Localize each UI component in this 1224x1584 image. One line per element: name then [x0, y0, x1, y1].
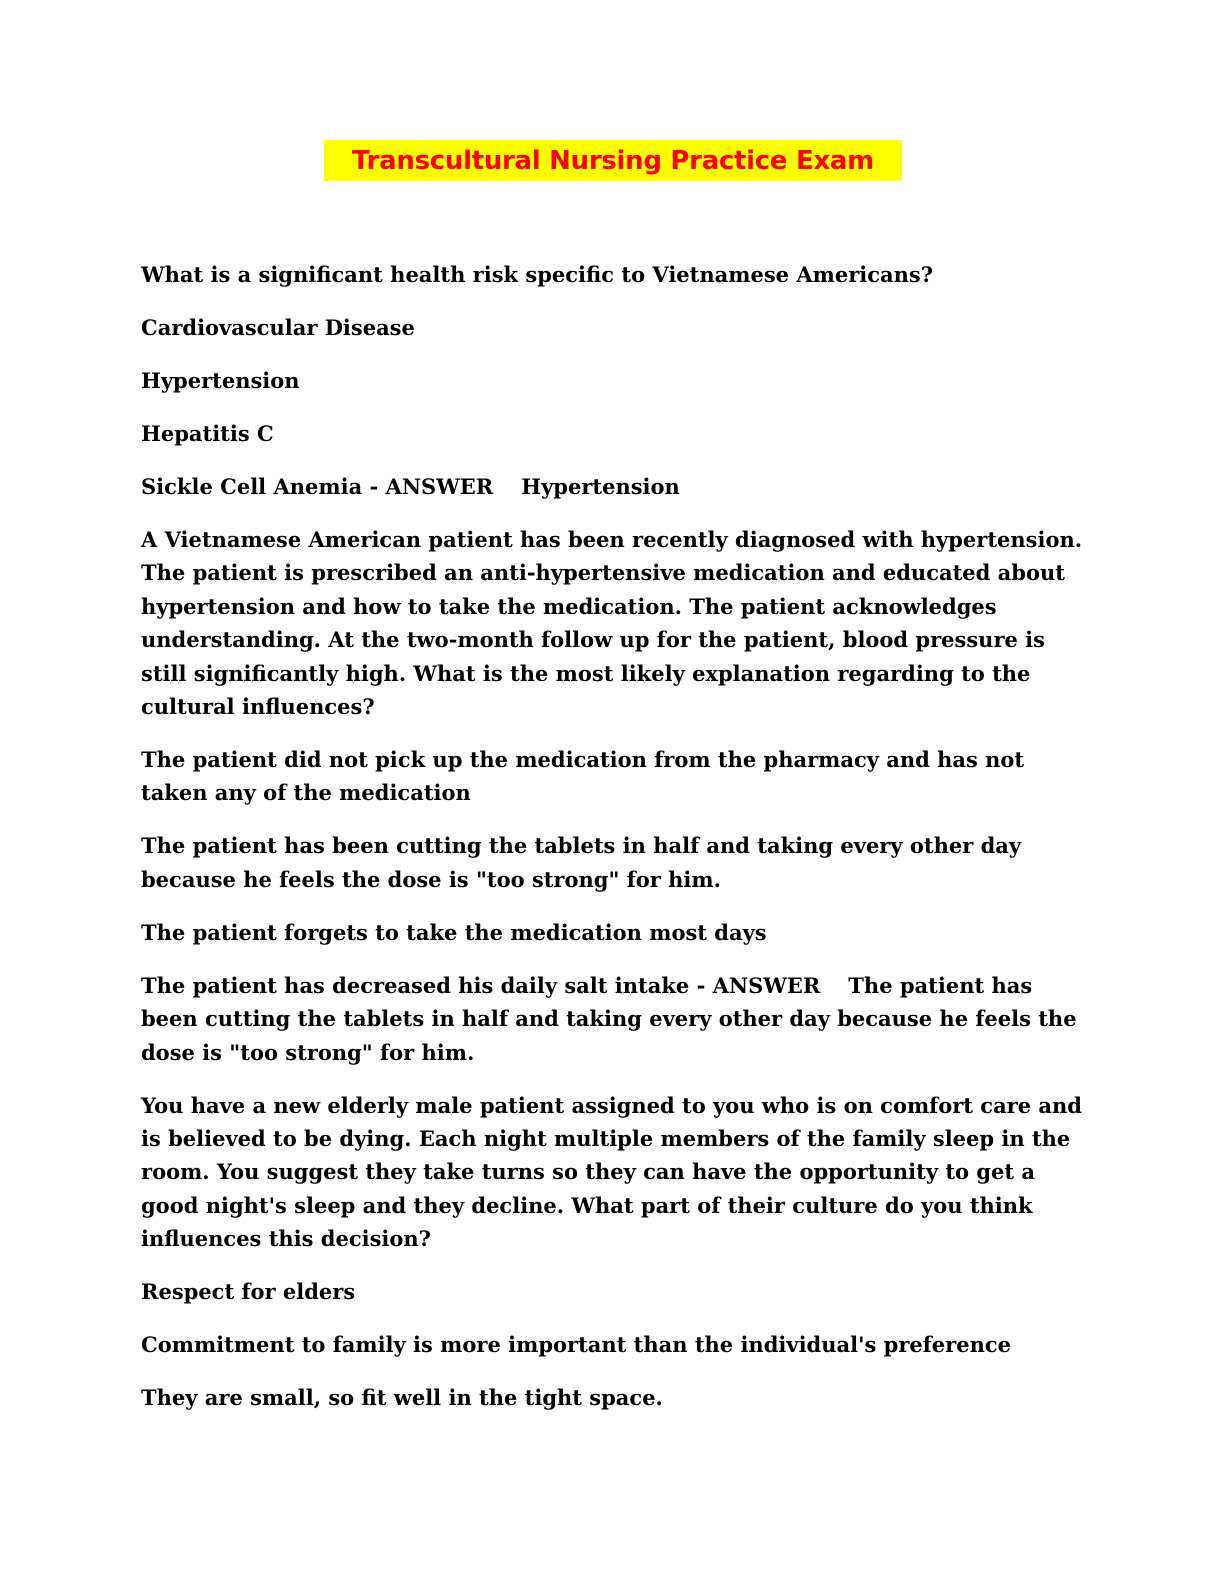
document-body: [141, 258, 1091, 1434]
answer-option: Hepatitis C: [141, 421, 274, 446]
correct-answer: Hypertension: [521, 474, 680, 499]
correct-answer: The patient has been cutting the tablets in half and taking every other day because he feels the dose is "too strong" for him.: [141, 972, 1077, 1065]
title-highlight: [324, 140, 902, 181]
answer-option: Hypertension: [141, 368, 300, 393]
question-text: What is a significant health risk specific to Vietnamese Americans?: [141, 262, 934, 287]
answer-option: Respect for elders: [141, 1279, 356, 1305]
document-title: Transcultural Nursing Practice Exam: [352, 145, 874, 176]
answer-option: Sickle Cell Anemia: [141, 474, 363, 499]
answer-option-with-key: [141, 969, 1091, 1069]
answer-option: They are small, so fit well in the tight space.: [141, 1385, 663, 1411]
answer-option: Commitment to family is more important than the individual's preference: [141, 1332, 1011, 1358]
question-text: You have a new elderly male patient assigned to you who is on comfort care and is believed to be dying. Each night multiple members of the family sleep in the room. You suggest they take turns so they can have the opportunity to get a good night's sleep and they decline. What part of their culture do you think influences this decision?: [141, 1092, 1082, 1252]
answer-option: The patient did not pick up the medication from the pharmacy and has not taken any of the medication: [141, 747, 1025, 806]
question-text: A Vietnamese American patient has been recently diagnosed with hypertension. The patient is prescribed an anti-hypertensive medication and educated about hypertension and how to take the medication. The patient acknowledges understanding. At the two-month follow up for the patient, blood pressure is still significantly high. What is the most likely explanation regarding to the cultural influences?: [141, 527, 1083, 720]
answer-label: - ANSWER: [696, 972, 821, 998]
answer-option: The patient forgets to take the medication most days: [141, 919, 767, 945]
answer-option: The patient has been cutting the tablets in half and taking every other day because he feels the dose is "too strong" for him.: [141, 833, 1022, 892]
answer-option: The patient has decreased his daily salt intake: [141, 972, 690, 998]
answer-option-with-key: [141, 470, 1091, 503]
answer-label: - ANSWER: [369, 474, 494, 499]
answer-option: Cardiovascular Disease: [141, 315, 415, 340]
